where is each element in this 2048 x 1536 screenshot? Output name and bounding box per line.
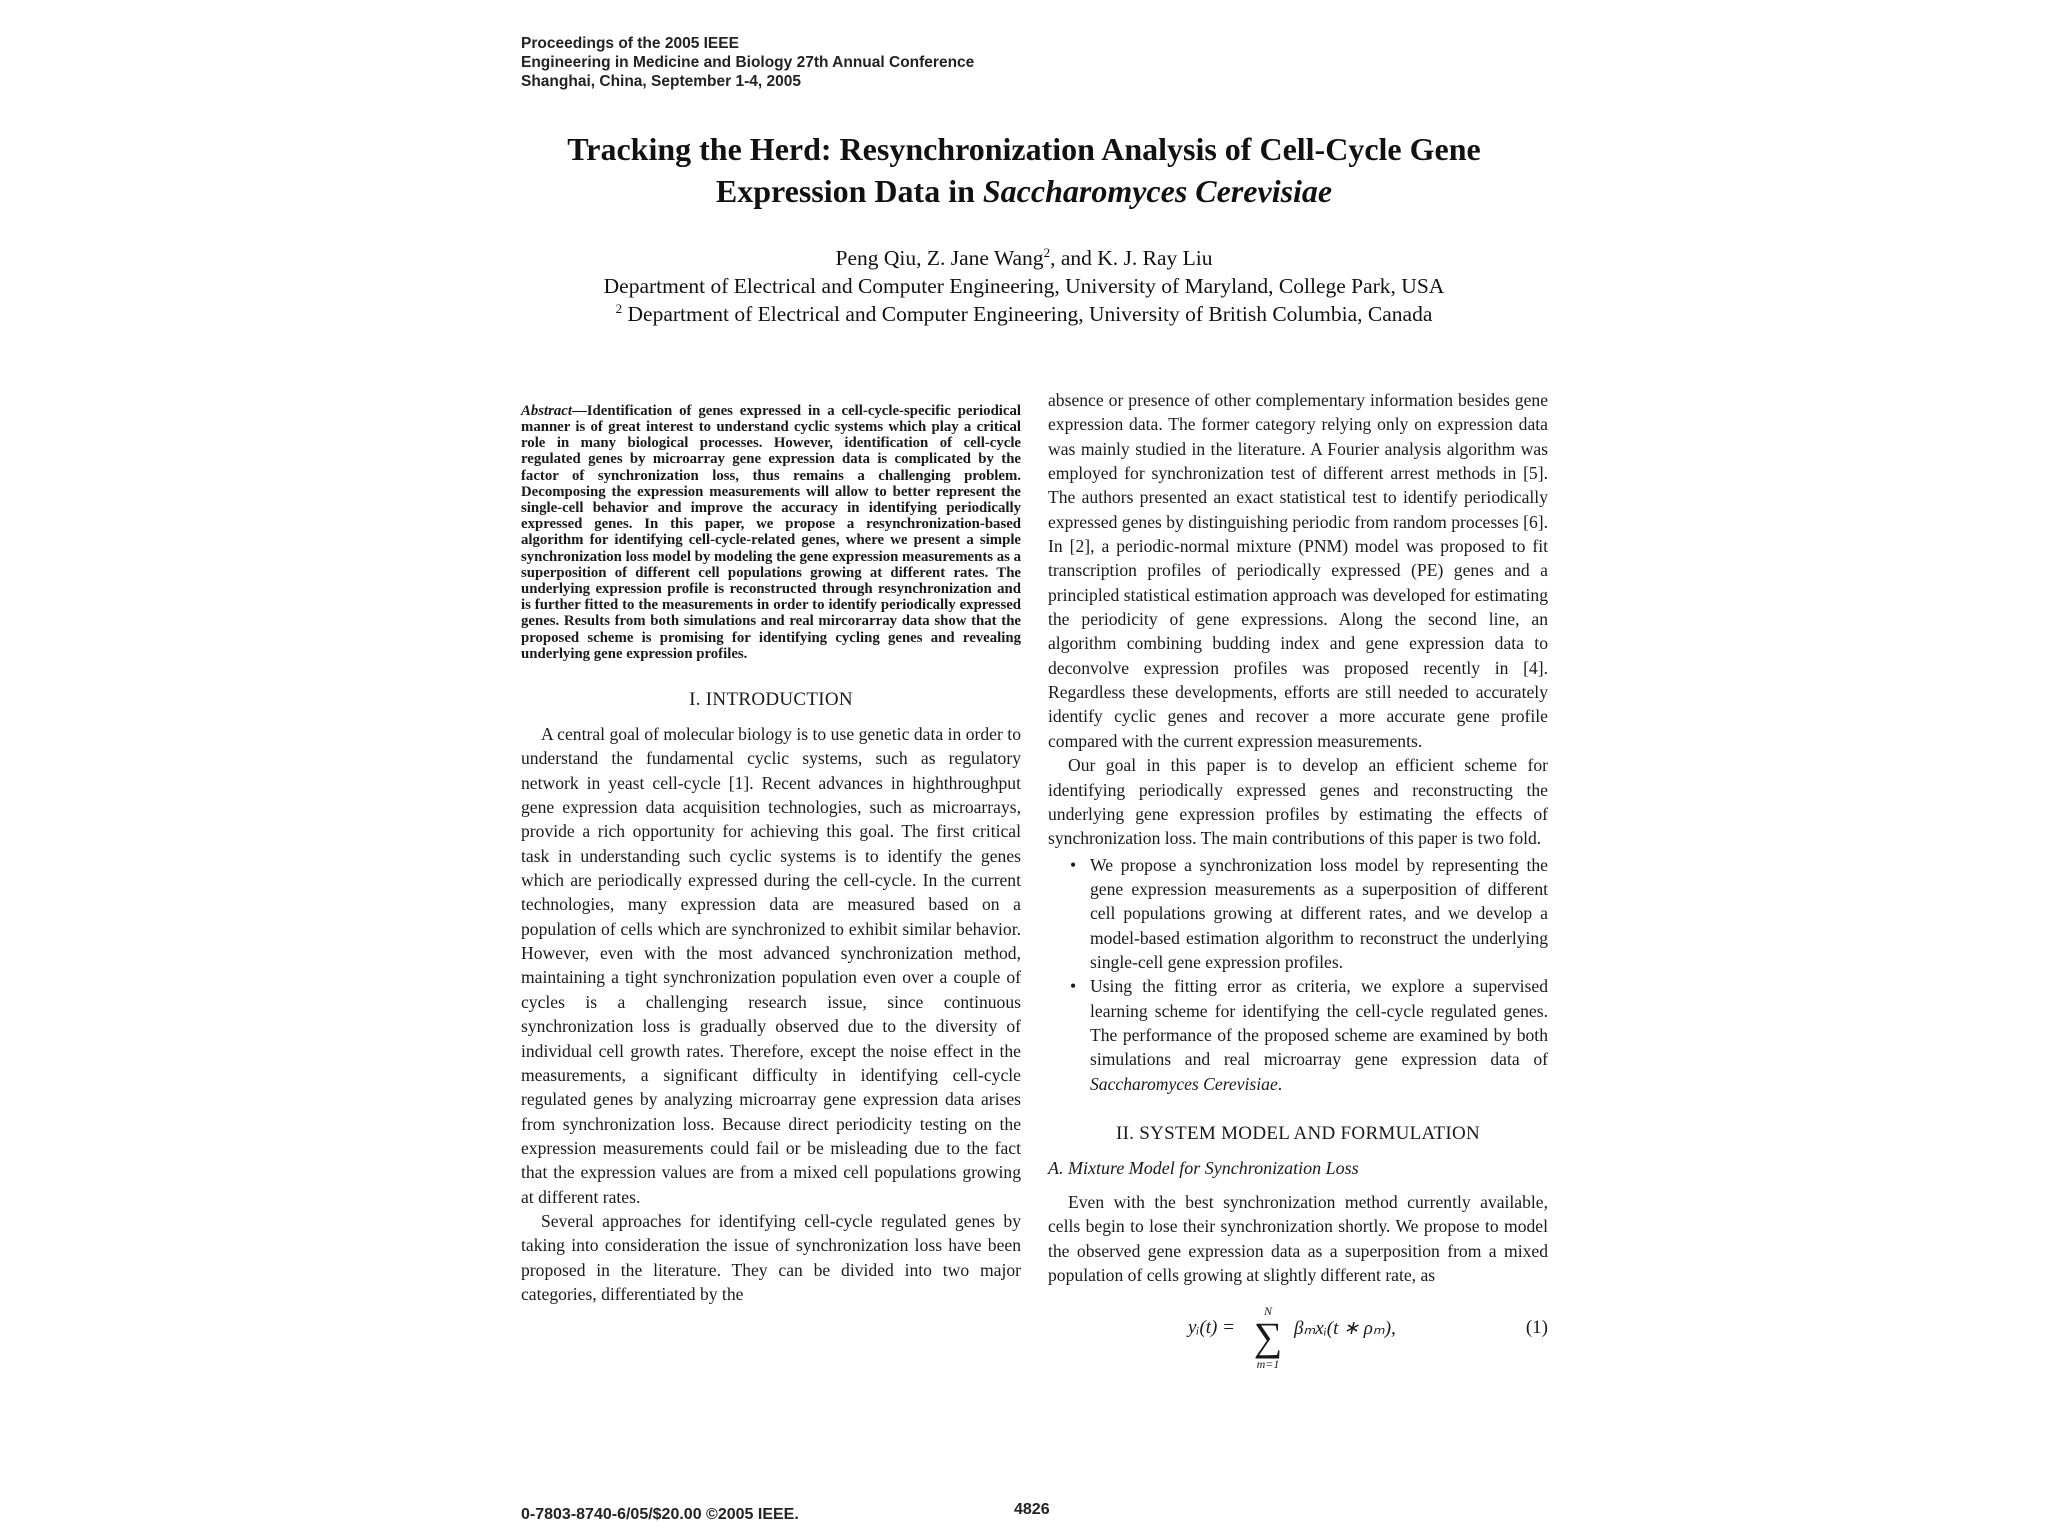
- copyright-notice: 0-7803-8740-6/05/$20.00 ©2005 IEEE.: [521, 1506, 799, 1523]
- proceedings-line: Proceedings of the 2005 IEEE: [521, 35, 739, 52]
- proceedings-header: [521, 34, 1221, 91]
- equation-lhs: yᵢ(t) =: [1188, 1317, 1235, 1339]
- list-item: [1070, 974, 1548, 1096]
- list-item-text: We propose a synchronization loss model by representing the gene expression measurements as a superposition of different cell populations growing at different rates, and we develop a model-based estimation algorithm to reconstruct the underlying single-cell gene expression profiles.: [1090, 854, 1548, 972]
- author-name-text: , and K. J. Ray Liu: [1050, 246, 1213, 270]
- author-block: [300, 244, 1748, 328]
- proceedings-line: Engineering in Medicine and Biology 27th Annual Conference: [521, 54, 975, 71]
- title-text: Expression Data in: [715, 173, 983, 209]
- summation: [1248, 1305, 1288, 1371]
- equation-number: (1): [1525, 1317, 1548, 1339]
- equation-1: [1048, 1299, 1548, 1381]
- intro-paragraph-2: Several approaches for identifying cell-cycle regulated genes by taking into consideration the issue of synchronization loss have been proposed in the literature. They can be divided into two major categories, differentiated by the: [521, 1210, 1021, 1304]
- page-number: 4826: [1014, 1501, 1050, 1518]
- proceedings-line: Shanghai, China, September 1-4, 2005: [521, 73, 801, 90]
- affiliation-marker: 2: [615, 300, 623, 316]
- paper-title: [300, 128, 1748, 212]
- affiliation-text: Department of Electrical and Computer Engineering, University of British Columbia, Canada: [622, 302, 1433, 326]
- abstract: [521, 403, 1021, 662]
- sum-lower-limit: m=1: [1256, 1357, 1280, 1372]
- section-heading-system-model: II. SYSTEM MODEL AND FORMULATION: [1115, 1122, 1481, 1144]
- bullet-icon: •: [1070, 976, 1077, 997]
- author-name-text: Peng Qiu, Z. Jane Wang: [835, 246, 1044, 270]
- section-heading-introduction: I. INTRODUCTION: [689, 689, 853, 711]
- intro-paragraph-3: Our goal in this paper is to develop an efficient scheme for identifying periodically expressed genes and reconstructing the underlying gene expression profiles by estimating the effects of synchronization loss. The main contributions of this paper is two fold.: [1048, 755, 1548, 849]
- list-item-text: .: [1277, 1073, 1283, 1094]
- affiliation-marker: 2: [1043, 244, 1051, 260]
- abstract-dash: —: [571, 402, 587, 419]
- title-line: Tracking the Herd: Resynchronization Analysis of Cell-Cycle Gene: [567, 131, 1481, 167]
- author-names: [300, 244, 1748, 272]
- list-item: [1070, 853, 1548, 975]
- left-column: [521, 388, 1021, 1306]
- list-item-text: Using the fitting error as criteria, we explore a supervised learning scheme for identifying the cell-cycle regulated genes. The performance of the proposed scheme are examined by both simulations and real microarray gene expression data of: [1090, 976, 1548, 1070]
- bullet-icon: •: [1070, 854, 1077, 875]
- contributions-list: [1048, 853, 1548, 1096]
- system-model-paragraph: Even with the best synchronization method currently available, cells begin to lose their synchronization shortly. We propose to model the observed gene expression data as a superposition from a mixed population of cells growing at slightly different rate, as: [1048, 1191, 1548, 1285]
- sigma-icon: ∑: [1253, 1314, 1283, 1360]
- subsection-heading: A. Mixture Model for Synchronization Loss: [1048, 1157, 1359, 1178]
- species-name: Saccharomyces Cerevisiae: [1090, 1073, 1278, 1094]
- equation-rhs: βₘxᵢ(t ∗ ρₘ),: [1294, 1318, 1396, 1340]
- title-species: Saccharomyces Cerevisiae: [982, 173, 1333, 209]
- right-column: [1048, 388, 1548, 1381]
- intro-paragraph-1: A central goal of molecular biology is to use genetic data in order to understand the fundamental cyclic systems, such as regulatory network in yeast cell-cycle [1]. Recent advances in highthroughput gene expression data acquisition technologies, such as microarrays, provide a rich opportunity for achieving this goal. The first critical task in understanding such cyclic systems is to identify the genes which are periodically expressed during the cell-cycle. In the current technologies, many expression data are measured based on a population of cells which are synchronized to exhibit similar behavior. However, even with the most advanced synchronization method, maintaining a tight synchronization population even over a couple of cycles is a challenging research issue, since continuous synchronization loss is gradually observed due to the diversity of individual cell growth rates. Therefore, except the noise effect in the measurements, a significant difficulty in identifying cell-cycle regulated genes by analyzing microarray gene expression data arises from synchronization loss. Because direct periodicity testing on the expression measurements could fail or be misleading due to the fact that the expression values are from a mixed cell populations growing at different rates.: [521, 724, 1021, 1207]
- affiliation-1: Department of Electrical and Computer Engineering, University of Maryland, College Park, USA: [603, 274, 1445, 298]
- abstract-lead: Abstract: [521, 402, 572, 419]
- intro-paragraph-2-continued: absence or presence of other complementary information besides gene expression data. The former category relying only on expression data was mainly studied in the literature. A Fourier analysis algorithm was employed for synchronization test of different arrest methods in [5]. The authors presented an exact statistical test to identify periodically expressed genes by distinguishing periodic from random processes [6]. In [2], a periodic-normal mixture (PNM) model was proposed to fit transcription profiles of periodically expressed (PE) genes and a principled statistical estimation approach was developed for estimating the periodicity of gene expressions. Along the second line, an algorithm combining budding index and gene expression data to deconvolve expression profiles was proposed recently in [4]. Regardless these developments, efforts are still needed to accurately identify cyclic genes and recover a more accurate gene profile compared with the current expression measurements.: [1048, 390, 1548, 751]
- sum-upper-limit: N: [1263, 1304, 1272, 1319]
- affiliation-2: [300, 300, 1748, 328]
- title-line: [300, 170, 1748, 212]
- abstract-text: Identification of genes expressed in a cell-cycle-specific periodical manner is of great interest to understand cyclic systems which play a critical role in many biological processes. However, identification of cell-cycle regulated genes by microarray gene expression data is complicated by the factor of synchronization loss, thus remains a challenging problem. Decomposing the expression measurements will allow to better represent the single-cell behavior and improve the accuracy in identifying periodically expressed genes. In this paper, we propose a resynchronization-based algorithm for identifying cell-cycle-related genes, where we present a simple synchronization loss model by modeling the gene expression measurements as a superposition of different cell populations growing at different rates. The underlying expression profile is reconstructed through resynchronization and is further fitted to the measurements in order to identify periodically expressed genes. Results from both simulations and real mircorarray data show that the proposed scheme is promising for identifying cycling genes and revealing underlying gene expression profiles.: [521, 402, 1021, 662]
